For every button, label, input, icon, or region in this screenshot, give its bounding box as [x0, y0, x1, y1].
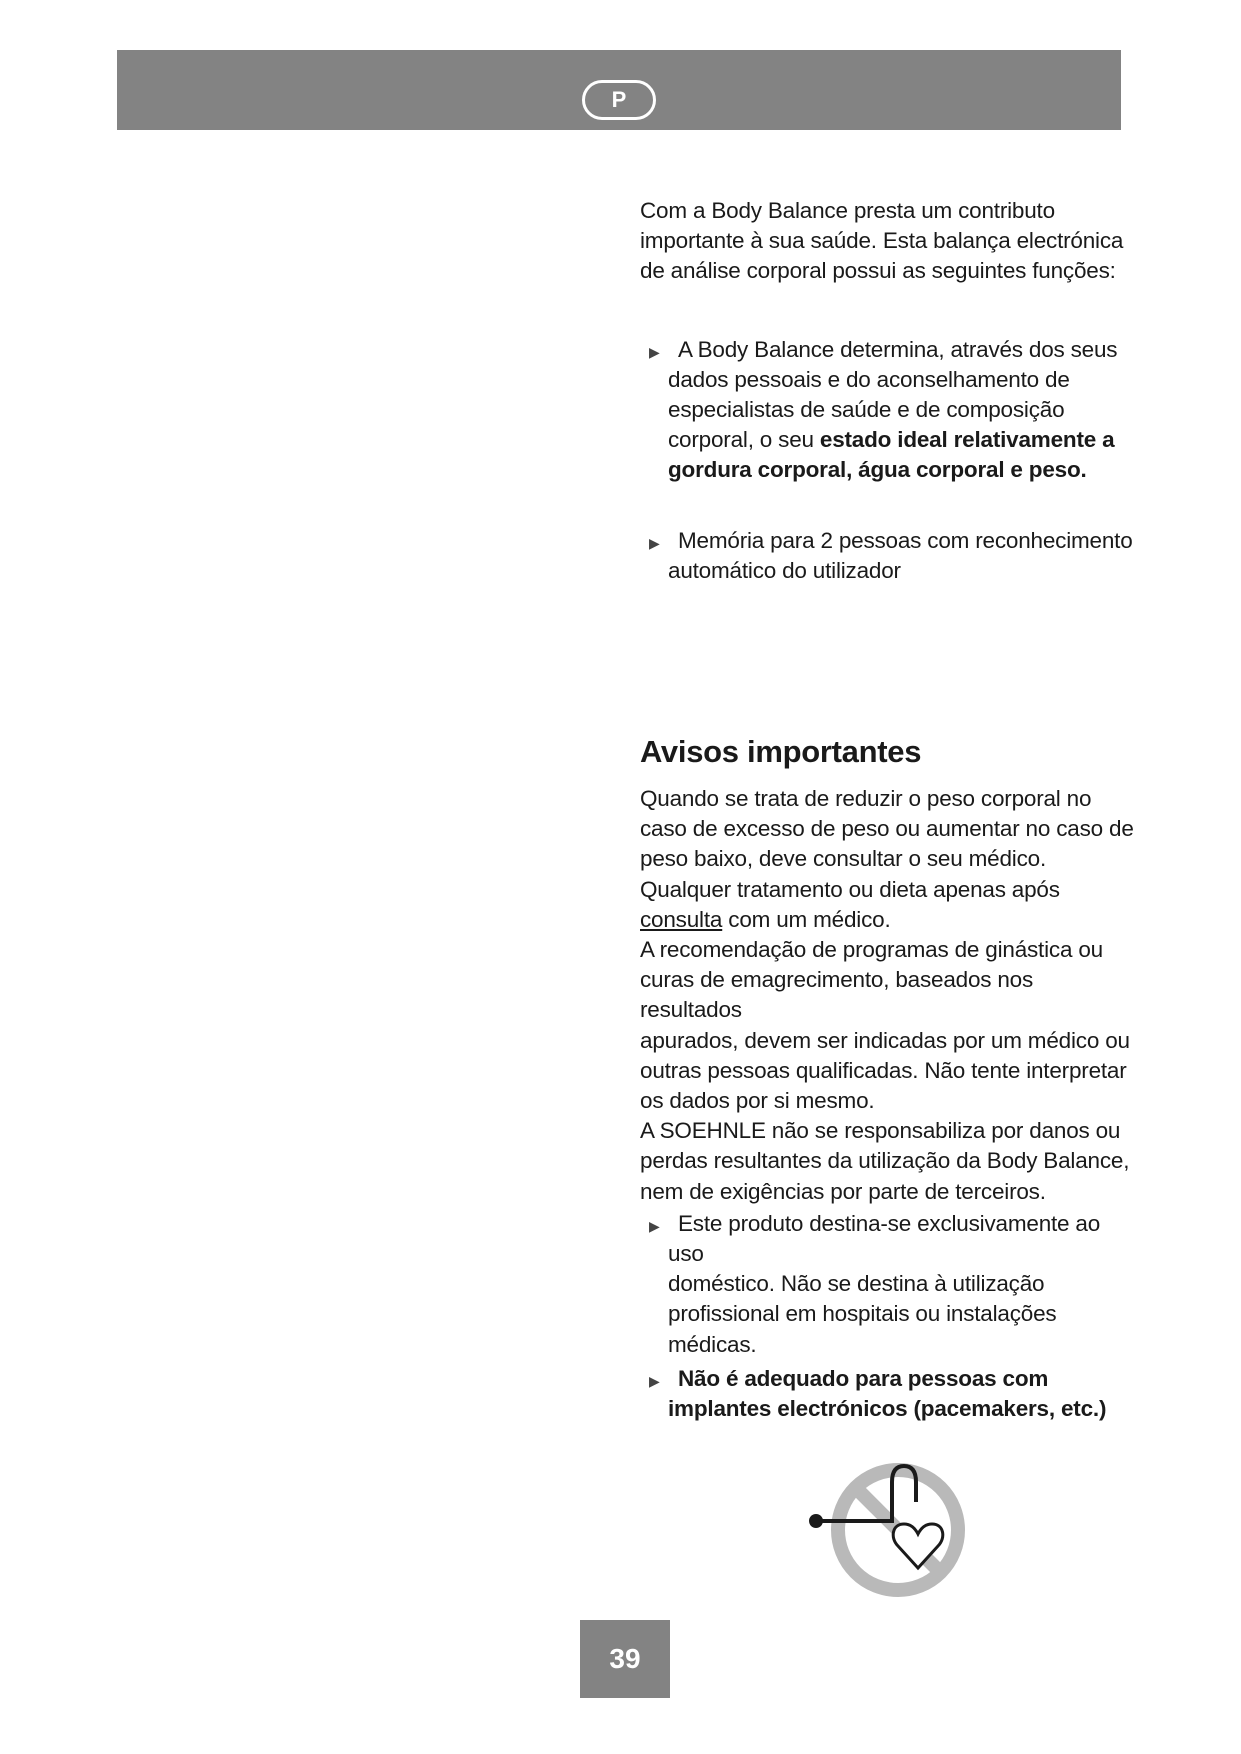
warning-paragraph-doctor: Quando se trata de reduzir o peso corporal no caso de excesso de peso ou aumentar no caso de peso baixo, deve consultar o seu médico. Qualquer tratamento ou dieta apenas após consulta com um médico.	[640, 786, 1134, 932]
main-content	[640, 196, 1140, 1424]
feature-item-ideal-state: ▶ A Body Balance determina, através dos seus dados pessoais e do aconselhamento de especialistas de saúde e de composição corporal, o seu estado ideal relativamente a gordura corporal, água corporal e peso.	[649, 336, 1118, 483]
arrow-bullet-icon: ▶	[649, 1372, 660, 1389]
warning-item-domestic-use: ▶ Este produto destina-se exclusivamente ao uso doméstico. Não se destina à utilização profissional em hospitais ou instalações médicas.	[649, 1210, 1101, 1357]
page-number: 39	[580, 1620, 670, 1698]
arrow-bullet-icon: ▶	[649, 1217, 660, 1234]
no-pacemaker-icon	[806, 1458, 970, 1602]
warning-paragraph-liability: A SOEHNLE não se responsabiliza por danos ou perdas resultantes da utilização da Body Balance, nem de exigências por parte de terceiros.	[640, 1118, 1130, 1204]
arrow-bullet-icon: ▶	[649, 343, 660, 360]
arrow-bullet-icon: ▶	[649, 534, 660, 551]
warning-paragraph-programs: A recomendação de programas de ginástica ou curas de emagrecimento, baseados nos resultados apurados, devem ser indicadas por um médico ou outras pessoas qualificadas. Não tente interpretar os dados por si mesmo.	[640, 937, 1130, 1114]
feature-item-memory: ▶ Memória para 2 pessoas com reconhecimento automático do utilizador	[649, 527, 1133, 583]
language-badge: P	[582, 80, 656, 120]
intro-paragraph: Com a Body Balance presta um contributo importante à sua saúde. Esta balança electrónica de análise corporal possui as seguintes funções:	[640, 198, 1124, 284]
warning-item-pacemakers: ▶ Não é adequado para pessoas com implantes electrónicos (pacemakers, etc.)	[649, 1365, 1107, 1422]
section-title: Avisos importantes	[640, 734, 922, 770]
